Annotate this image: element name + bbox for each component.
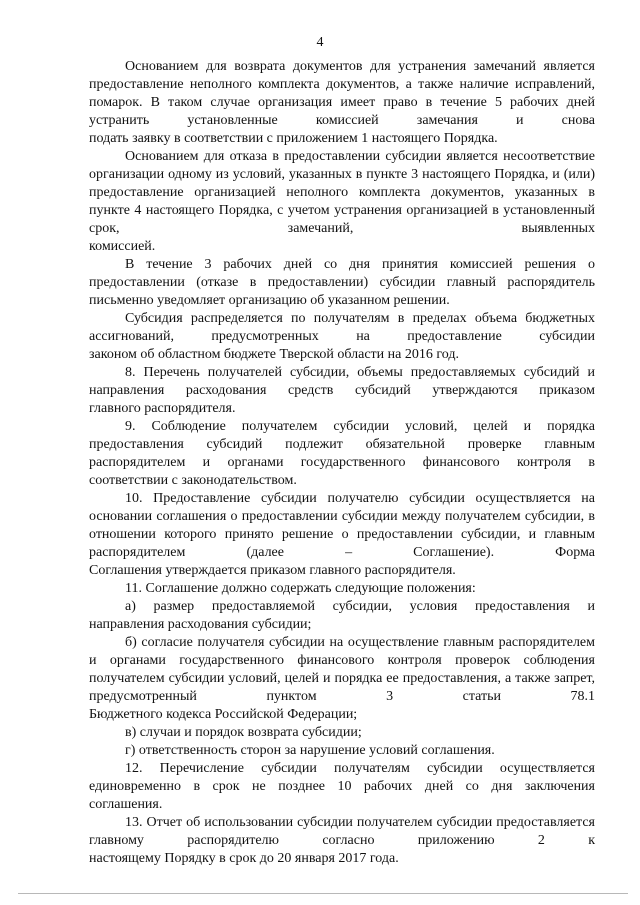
paragraph-last-line: направления расходования субсидии; [89, 617, 312, 632]
paragraph-line: устранения организацией в установленный срок, замечаний, выявленных [89, 203, 595, 236]
paragraph-line: предоставления субсидий подлежит обязательной проверке главным [89, 437, 595, 452]
paragraph-line: распорядителем и органами государственного финансового контроля [89, 635, 596, 668]
paragraph-line: В течение 3 рабочих дней со дня принятия комиссией решения о [125, 257, 595, 272]
paragraph-last-line: подать заявку в соответствии с приложением 1 настоящего Порядка. [89, 131, 498, 146]
paragraph-line: предоставляется главному распорядителю согласно приложению 2 к [89, 815, 595, 848]
paragraph-last-line: г) ответственность сторон за нарушение условий соглашения. [125, 743, 495, 758]
paragraph-line: несоответствие организации одному из условий, указанных в пункте 3 [89, 149, 596, 182]
paragraph-line: Основанием для отказа в предоставлении субсидии является [125, 149, 498, 164]
paragraph-line: распорядителем и органами государственного финансового контроля в [89, 455, 595, 470]
paragraph-line: 12. Перечисление субсидии получателям субсидии осуществляется [125, 761, 595, 776]
paragraph-last-line: Соглашения утверждается приказом главного распорядителя. [89, 563, 456, 578]
paragraph-line: основании соглашения о предоставлении субсидии между получателем [89, 509, 521, 524]
paragraph-item-10 [89, 490, 595, 580]
paragraph-item-8 [89, 364, 595, 418]
paragraph-item-11 [89, 580, 595, 598]
paragraph-item-11g [89, 742, 595, 760]
paragraph-notification [89, 256, 595, 310]
paragraph-item-11v [89, 724, 595, 742]
paragraph-line: является предоставление неполного комплекта документов, а также наличие [89, 59, 595, 92]
paragraph-line: предоставлении (отказе в предоставлении) субсидии главный распорядитель [89, 275, 595, 290]
paragraph-subsidy-distribution [89, 310, 595, 364]
paragraph-line: проверок соблюдения получателем субсидии условий, целей и порядка ее [89, 653, 595, 686]
paragraph-last-line: Бюджетного кодекса Российской Федерации; [89, 707, 358, 722]
paragraph-line: единовременно в срок не позднее 10 рабочих дней со дня заключения [89, 779, 595, 794]
paragraph-line: 10. Предоставление субсидии получателю субсидии осуществляется на [125, 491, 595, 506]
paragraph-last-line: соответствии с законодательством. [89, 473, 297, 488]
paragraph-last-line: в) случаи и порядок возврата субсидии; [125, 725, 362, 740]
paragraph-last-line: комиссией. [89, 239, 156, 254]
paragraph-line: и направления расходования средств субсидий утверждаются приказом [89, 365, 595, 398]
page-number: 4 [316, 35, 324, 50]
paragraph-line: комплекта документов, указанных в пункте 4 настоящего Порядка, с учетом [89, 185, 596, 218]
paragraph-line: предоставления, а также запрет, предусмотренный пунктом 3 статьи 78.1 [89, 671, 595, 704]
paragraph-last-line: письменно уведомляет организацию об указанном решении. [89, 293, 450, 308]
paragraph-item-12 [89, 760, 595, 814]
paragraph-last-line: 11. Соглашение должно содержать следующие положения: [125, 581, 476, 596]
paragraph-line: 5 рабочих дней устранить установленные комиссией замечания и снова [89, 95, 595, 128]
bottom-scan-edge-line [18, 893, 628, 894]
paragraph-line: 9. Соблюдение получателем субсидии условий, целей и порядка [125, 419, 595, 434]
paragraph-returning-documents [89, 58, 595, 148]
paragraph-refusal-grounds [89, 148, 595, 256]
paragraph-item-13 [89, 814, 595, 868]
paragraph-line: субсидии, и главным распорядителем (далее – Соглашение). Форма [89, 527, 596, 560]
paragraph-line: 8. Перечень получателей субсидии, объемы предоставляемых субсидий [125, 365, 580, 380]
paragraph-item-9 [89, 418, 595, 490]
paragraph-item-11b [89, 634, 595, 724]
paragraph-line: бюджетных ассигнований, предусмотренных на предоставление субсидии [89, 311, 596, 344]
paragraph-last-line: соглашения. [89, 797, 163, 812]
paragraph-item-11a [89, 598, 595, 634]
paragraph-line: б) согласие получателя субсидии на осуществление главным [125, 635, 494, 650]
paragraph-line: исправлений, помарок. В таком случае организация имеет право в течение [89, 77, 596, 110]
paragraph-last-line: главного распорядителя. [89, 401, 236, 416]
paragraph-line: Субсидия распределяется по получателям в пределах объема [125, 311, 518, 326]
paragraph-last-line: законом об областном бюджете Тверской области на 2016 год. [89, 347, 459, 362]
paragraph-line: настоящего Порядка, и (или) предоставление организацией неполного [89, 167, 596, 200]
document-body [89, 58, 595, 868]
paragraph-line: Основанием для возврата документов для устранения замечаний [125, 59, 536, 74]
paragraph-last-line: настоящему Порядку в срок до 20 января 2017 года. [89, 851, 399, 866]
paragraph-line: субсидии, в отношении которого принято решение о предоставлении [89, 509, 596, 542]
paragraph-line: а) размер предоставляемой субсидии, условия предоставления и [125, 599, 595, 614]
paragraph-line: 13. Отчет об использовании субсидии получателем субсидии [125, 815, 493, 830]
